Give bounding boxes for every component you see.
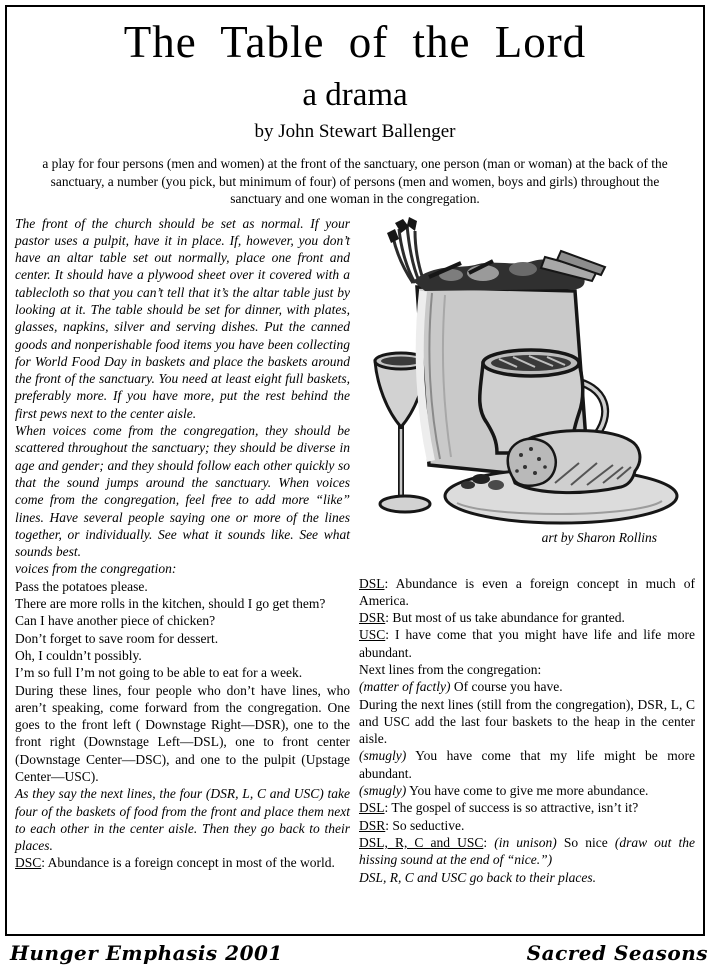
blocking-note: During these lines, four people who don’t have lines, who aren’t speaking, come forward from the congregation. One goes to the front left ( Downstage Right—DSR), one to the front right (Downstage Left—DSL), one to front center (Downstage Center—DSC), and one to the pulpit (Upstage Center—USC). bbox=[15, 682, 350, 784]
speaker-label: DSR bbox=[359, 610, 386, 626]
stage-direction-voices: When voices come from the congregation, they should be scattered throughout the sanctuary; they should be diverse in age and gender; and they should follow each other quickly so that the sound jumps around the sanctuary. When voices come from the congregation, feel free to add more “like” lines. Have several people saying one or more of the lines together, or individually. See what it sounds like. See what sounds best. bbox=[15, 423, 350, 560]
speaker-label: DSC bbox=[15, 855, 42, 871]
page-border-frame bbox=[5, 5, 705, 936]
stage-direction-baskets: As they say the next lines, the four (DSR, L, C and USC) take four of the baskets of food from the front and place them next to each other in the center aisle. Then they go back to their places. bbox=[15, 786, 350, 854]
page-footer bbox=[10, 941, 708, 965]
script-line bbox=[359, 575, 695, 610]
line-text: : Abundance is a foreign concept in most of the world. bbox=[41, 855, 335, 871]
page-title: The Table of the Lord bbox=[123, 17, 587, 67]
line-text: : But most of us take abundance for granted. bbox=[385, 610, 625, 626]
script-line bbox=[15, 854, 350, 871]
stage-cue: (smugly) bbox=[359, 748, 407, 764]
cast-description: a play for four persons (men and women) at the front of the sanctuary, one person (man or woman) at the back of the sanctuary, a number (you pick, but minimum of four) of persons (men and women, boys and girls) throughout the sanctuary and one woman in the congregation. bbox=[42, 156, 668, 206]
byline: by John Stewart Ballenger bbox=[254, 121, 456, 142]
voice-line: There are more rolls in the kitchen, should I go get them? bbox=[15, 596, 326, 612]
script-line bbox=[359, 782, 695, 799]
speaker-label: DSL bbox=[359, 575, 385, 591]
speaker-label: DSR bbox=[359, 817, 386, 833]
script-line bbox=[359, 747, 695, 782]
left-column bbox=[15, 215, 350, 886]
stage-cue: (draw out the hissing sound at the end of “nice.”) bbox=[359, 834, 695, 868]
figure-caption: art by Sharon Rollins bbox=[541, 529, 657, 545]
speaker-label: DSL bbox=[359, 800, 385, 816]
stage-direction-setup: The front of the church should be set as normal. If your pastor uses a pulpit, have it in place. If, however, you don’t have an altar table set out normally, place one front and center. It should have a plywood sheet over it covered with a tablecloth so that you can’t tell that it’s the altar table just by looking at it. The table should be set for dinner, with plates, glasses, napkins, silver and serving dishes. Put the canned goods and nonperishable food items you have been collecting for World Food Day in baskets and place the baskets around the front of the sanctuary. You need at least eight full baskets, preferably more. If you have more, put the rest behind the first pews next to the center aisle. bbox=[15, 215, 350, 421]
speaker-label: USC bbox=[359, 627, 386, 643]
footer-right: Sacred Seasons bbox=[526, 941, 708, 965]
footer-left: Hunger Emphasis 2001 bbox=[10, 941, 283, 965]
script-line bbox=[359, 678, 695, 695]
script-line bbox=[359, 626, 695, 661]
stage-cue: (smugly) bbox=[359, 783, 407, 799]
right-column bbox=[359, 215, 695, 886]
line-text: So nice bbox=[556, 834, 615, 850]
line-text: You have come that my life might be more abundant. bbox=[359, 748, 695, 781]
speaker-label: DSL, R, C and USC bbox=[359, 834, 484, 850]
stage-cue: (in unison) bbox=[494, 834, 557, 850]
voice-line: Pass the potatoes please. bbox=[15, 578, 148, 594]
script-line bbox=[359, 799, 695, 816]
direction-line: During the next lines (still from the congregation), DSR, L, C and USC add the last four baskets to the heap in the center aisle. bbox=[359, 696, 695, 747]
line-text: : The gospel of success is so attractive, isn’t it? bbox=[384, 800, 639, 816]
food-illustration bbox=[365, 215, 695, 527]
two-column-body bbox=[15, 215, 695, 886]
script-line bbox=[359, 817, 695, 834]
voices-heading: voices from the congregation: bbox=[15, 561, 177, 577]
line-text: You have come to give me more abundance. bbox=[406, 783, 649, 799]
line-text: : I have come that you might have life and life more abundant. bbox=[359, 627, 695, 660]
script-line bbox=[359, 609, 695, 626]
figure bbox=[359, 215, 695, 575]
direction-line: Next lines from the congregation: bbox=[359, 661, 542, 677]
line-text: Of course you have. bbox=[450, 679, 563, 695]
line-text: : Abundance is even a foreign concept in much of America. bbox=[359, 575, 695, 608]
line-text: : bbox=[483, 834, 495, 850]
voice-line: Don’t forget to save room for dessert. bbox=[15, 630, 219, 646]
subtitle: a drama bbox=[302, 77, 408, 113]
script-line bbox=[359, 834, 695, 869]
voice-line: I’m so full I’m not going to be able to eat for a week. bbox=[15, 665, 303, 681]
voice-line: Oh, I couldn’t possibly. bbox=[15, 647, 142, 663]
stage-direction-exit: DSL, R, C and USC go back to their places. bbox=[359, 869, 596, 885]
voice-line: Can I have another piece of chicken? bbox=[15, 613, 216, 629]
line-text: : So seductive. bbox=[385, 817, 465, 833]
stage-cue: (matter of factly) bbox=[359, 679, 451, 695]
